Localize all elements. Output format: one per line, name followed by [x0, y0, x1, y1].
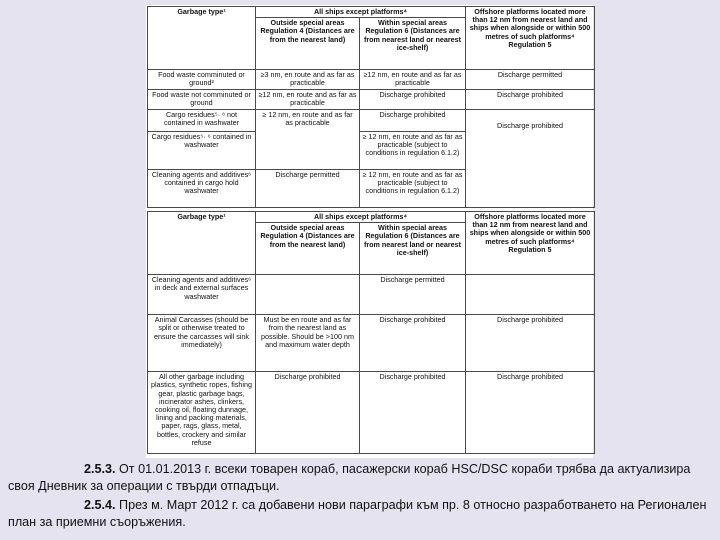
garbage-table-2 [147, 211, 595, 454]
garbage-type-cell: Animal Carcasses (should be split or otherwise treated to ensure the carcasses will sink immediately) [148, 315, 256, 372]
paragraph-2-5-3 [8, 461, 714, 495]
within-cell: Discharge prohibited [360, 372, 466, 454]
outside-cell: Discharge prohibited [256, 372, 360, 454]
garbage-type-header: Garbage type¹ [148, 7, 256, 70]
offshore-cell [466, 275, 595, 315]
garbage-type-cell: Food waste comminuted or ground² [148, 70, 256, 90]
garbage-type-header: Garbage type¹ [148, 212, 256, 275]
outside-cell: ≥3 nm, en route and as far as practicable [256, 70, 360, 90]
within-cell: Discharge prohibited [360, 109, 466, 131]
outside-cell: Discharge permitted [256, 169, 360, 207]
outside-merged-cell: ≥ 12 nm, en route and as far as practicable [256, 109, 360, 169]
garbage-type-cell: Cleaning agents and additives⁶ in deck and external surfaces washwater [148, 275, 256, 315]
within-cell: ≥ 12 nm, en route and as far as practicable (subject to conditions in regulation 6.1.2) [360, 169, 466, 207]
table-row [148, 70, 595, 90]
offshore-cell: Discharge prohibited [466, 315, 595, 372]
table-row [148, 275, 595, 315]
outside-special-areas-header: Outside special areas Regulation 4 (Distances are from the nearest land) [256, 18, 360, 70]
offshore-merged-cell: Discharge prohibited [466, 109, 595, 207]
within-cell: Discharge permitted [360, 275, 466, 315]
paragraph-text: От 01.01.2013 г. всеки товарен кораб, пасажерски кораб HSC/DSC кораби трябва да актуализира своя Дневник за операции с твърди отпадъци. [8, 462, 691, 493]
garbage-type-cell: Cargo residues⁵· ⁶ not contained in washwater [148, 109, 256, 131]
garbage-table-1 [147, 6, 595, 208]
table-row [148, 315, 595, 372]
all-ships-header: All ships except platforms⁴ [256, 212, 466, 223]
outside-cell: Must be en route and as far from the nearest land as possible. Should be >100 nm and maximum water depth [256, 315, 360, 372]
garbage-type-cell: Food waste not comminuted or ground [148, 90, 256, 109]
offshore-cell: Discharge permitted [466, 70, 595, 90]
offshore-cell: Discharge prohibited [466, 90, 595, 109]
within-cell: Discharge prohibited [360, 90, 466, 109]
outside-cell: ≥12 nm, en route and as far as practicable [256, 90, 360, 109]
within-cell: ≥ 12 nm, en route and as far as practicable (subject to conditions in regulation 6.1.2) [360, 131, 466, 169]
paragraph-2-5-4 [8, 497, 714, 531]
garbage-type-cell: All other garbage including plastics, synthetic ropes, fishing gear, plastic garbage bags, incinerator ashes, clinkers, cooking oil, floating dunnage, lining and packing materials, paper, rags, glass, metal, bottles, crockery and similar refuse [148, 372, 256, 454]
all-ships-header: All ships except platforms⁴ [256, 7, 466, 18]
within-cell: ≥12 nm, en route and as far as practicable [360, 70, 466, 90]
garbage-type-cell: Cargo residues⁵· ⁶ contained in washwater [148, 131, 256, 169]
offshore-header: Offshore platforms located more than 12 nm from nearest land and ships when alongside or within 500 metres of such platforms⁴ Regulation 5 [466, 212, 595, 275]
table-row [148, 109, 595, 131]
garbage-type-cell: Cleaning agents and additives⁶ contained in cargo hold washwater [148, 169, 256, 207]
offshore-header: Offshore platforms located more than 12 nm from nearest land and ships when alongside or within 500 metres of such platforms⁴ Regulation 5 [466, 7, 595, 70]
paragraph-number: 2.5.3. [84, 462, 116, 476]
within-special-areas-header: Within special areas Regulation 6 (Distances are from nearest land or nearest ice-shelf) [360, 223, 466, 275]
table-row [148, 372, 595, 454]
paragraph-text: През м. Март 2012 г. са добавени нови параграфи към пр. 8 относно разработването на Регионален план за приемни съоръжения. [8, 498, 707, 529]
within-special-areas-header: Within special areas Regulation 6 (Distances are from nearest land or nearest ice-shelf) [360, 18, 466, 70]
paragraph-number: 2.5.4. [84, 498, 116, 512]
offshore-cell: Discharge prohibited [466, 372, 595, 454]
table-row [148, 90, 595, 109]
outside-cell [256, 275, 360, 315]
outside-special-areas-header: Outside special areas Regulation 4 (Distances are from the nearest land) [256, 223, 360, 275]
within-cell: Discharge prohibited [360, 315, 466, 372]
